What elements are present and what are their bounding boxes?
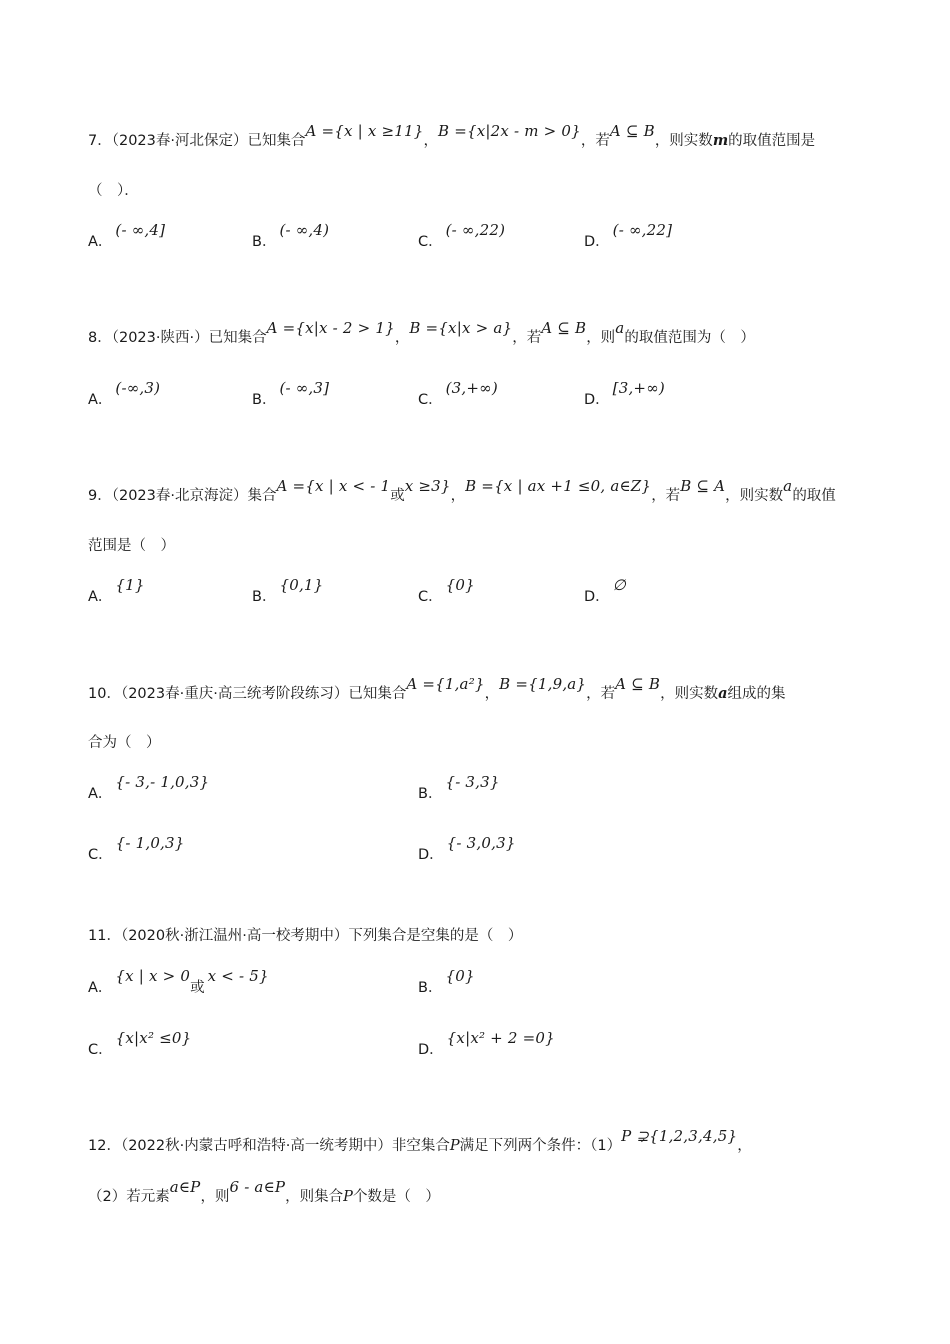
math-expression: a∈P	[169, 1178, 201, 1196]
question-9-line-2	[88, 536, 858, 556]
variable: P	[343, 1189, 353, 1205]
math-expression: x ≥3}	[404, 477, 451, 495]
option-label: B．	[418, 786, 443, 802]
question-11-line-1	[88, 926, 858, 946]
option-d[interactable]	[584, 576, 626, 606]
option-value: (- ∞,3]	[279, 379, 330, 397]
question-source: （2023春·重庆·高三统考阶段练习）	[120, 686, 349, 702]
question-text: ，	[484, 686, 500, 702]
option-d[interactable]	[584, 379, 665, 409]
option-label: A．	[88, 589, 113, 605]
math-expression: B ={1,9,a}	[499, 675, 587, 693]
question-10-line-2	[88, 733, 858, 753]
question-text: ，则实数	[725, 488, 784, 504]
option-value: (- ∞,4]	[115, 221, 166, 239]
option-label: C．	[418, 589, 443, 605]
question-9-line-1	[88, 477, 858, 506]
question-text: 个数是（ ）	[352, 1189, 440, 1205]
question-text: 范围是（ ）	[88, 538, 175, 554]
option-label: A．	[88, 786, 113, 802]
math-expression: B ⊆ A	[680, 477, 726, 495]
question-12-line-2	[88, 1178, 858, 1207]
question-text: ，则	[200, 1189, 230, 1205]
option-value: (- ∞,22)	[445, 221, 506, 239]
question-10-line-1	[88, 675, 858, 704]
math-expression: A ={x|x - 2 > 1}	[266, 319, 395, 337]
question-text: ，若	[512, 330, 542, 346]
option-c[interactable]	[88, 834, 185, 864]
option-value: (- ∞,4)	[279, 221, 330, 239]
option-value: {- 1,0,3}	[115, 834, 185, 852]
option-c[interactable]	[418, 576, 475, 606]
question-number: 7．	[88, 133, 112, 149]
option-value: {0}	[445, 576, 475, 594]
math-expression: A ={x | x < - 1	[276, 477, 391, 495]
option-value: {- 3,- 1,0,3}	[115, 773, 210, 791]
math-expression: A ⊆ B	[541, 319, 587, 337]
option-label: A．	[88, 234, 113, 250]
option-a[interactable]	[88, 773, 210, 803]
question-number: 9．	[88, 488, 112, 504]
option-label: B．	[252, 392, 277, 408]
variable: P	[449, 1138, 460, 1154]
question-text: ，若	[580, 133, 610, 149]
question-text: 组成的集	[727, 686, 786, 702]
option-label: C．	[88, 847, 113, 863]
option-d[interactable]	[584, 221, 673, 251]
question-text: 非空集合	[391, 1138, 450, 1154]
option-a[interactable]	[88, 379, 161, 409]
option-c[interactable]	[418, 379, 498, 409]
question-source: （2023·陕西·）	[111, 330, 209, 346]
math-expression: 6 - a∈P	[229, 1178, 286, 1196]
option-label: A．	[88, 980, 113, 996]
option-value: {x|x² + 2 =0}	[446, 1029, 555, 1047]
option-value: {- 3,3}	[445, 773, 500, 791]
question-text: （2）若元素	[88, 1189, 170, 1205]
question-text: 已知集合	[247, 133, 306, 149]
option-label: C．	[418, 392, 443, 408]
question-number: 10．	[88, 686, 121, 702]
question-7-line-1	[88, 122, 858, 151]
variable: a	[718, 685, 728, 702]
option-value: {x|x² ≤0}	[115, 1029, 192, 1047]
option-value: {1}	[115, 576, 145, 594]
question-text: （ ）．	[88, 183, 139, 199]
question-text: 已知集合	[208, 330, 267, 346]
question-text: 下列集合是空集的是（ ）	[348, 928, 523, 944]
question-text: 满足下列两个条件：（1）	[459, 1138, 622, 1154]
math-expression: A ={x | x ≥11}	[305, 122, 424, 140]
option-label: C．	[88, 1042, 113, 1058]
question-source: （2023春·北京海淀）	[111, 488, 248, 504]
question-7-line-2	[88, 181, 858, 201]
option-value: {0}	[445, 967, 475, 985]
option-value: (- ∞,22]	[612, 221, 673, 239]
question-8-line-1	[88, 319, 858, 348]
option-b[interactable]	[252, 379, 330, 409]
question-text: 的取值范围是	[728, 133, 816, 149]
option-label: D．	[584, 589, 610, 605]
option-value: {- 3,0,3}	[446, 834, 516, 852]
question-text: ，则实数	[660, 686, 719, 702]
question-text: 的取值	[792, 488, 836, 504]
question-text: 的取值范围为（ ）	[624, 330, 755, 346]
option-b[interactable]	[418, 967, 475, 997]
option-a[interactable]	[88, 967, 269, 997]
question-number: 8．	[88, 330, 112, 346]
question-text: ，	[737, 1138, 752, 1154]
option-value: x < - 5}	[207, 967, 269, 985]
question-text: ，	[423, 133, 438, 149]
option-label: A．	[88, 392, 113, 408]
option-d[interactable]	[418, 1029, 555, 1059]
option-label: B．	[418, 980, 443, 996]
option-label: D．	[418, 847, 444, 863]
variable: m	[712, 132, 729, 149]
math-expression: A ⊆ B	[615, 675, 661, 693]
option-b[interactable]	[252, 221, 330, 251]
math-expression: A ={1,a²}	[406, 675, 485, 693]
question-source: （2023春·河北保定）	[111, 133, 248, 149]
option-b[interactable]	[252, 576, 324, 606]
question-number: 11．	[88, 928, 121, 944]
math-expression: a	[783, 477, 793, 495]
question-text: ，则	[586, 330, 616, 346]
option-value: ∅	[612, 576, 626, 594]
option-c[interactable]	[418, 221, 506, 251]
option-a[interactable]	[88, 221, 166, 251]
option-d[interactable]	[418, 834, 516, 864]
question-source: （2020秋·浙江温州·高一校考期中）	[120, 928, 349, 944]
option-value: (3,+∞)	[445, 379, 498, 397]
math-expression: B ={x | ax +1 ≤0, a∈Z}	[465, 477, 652, 495]
option-label: D．	[584, 234, 610, 250]
option-label: B．	[252, 234, 277, 250]
math-expression: B ={x|2x - m > 0}	[438, 122, 581, 140]
option-label: B．	[252, 589, 277, 605]
math-expression: a	[615, 319, 625, 337]
option-b[interactable]	[418, 773, 500, 803]
option-label: C．	[418, 234, 443, 250]
option-label: D．	[418, 1042, 444, 1058]
question-text: ，则集合	[285, 1189, 344, 1205]
question-text: ，若	[651, 488, 681, 504]
math-expression: B ={x|x > a}	[409, 319, 513, 337]
option-value: (-∞,3)	[115, 379, 161, 397]
question-12-line-1	[88, 1127, 858, 1156]
option-value: [3,+∞)	[612, 379, 665, 397]
question-text: ，	[394, 330, 410, 346]
question-text: ，若	[586, 686, 616, 702]
question-text: ，则实数	[654, 133, 713, 149]
option-text: 或	[190, 980, 205, 996]
question-text: 合为（ ）	[88, 735, 161, 751]
question-source: （2022秋·内蒙古呼和浩特·高一统考期中）	[120, 1138, 392, 1154]
option-c[interactable]	[88, 1029, 192, 1059]
option-a[interactable]	[88, 576, 145, 606]
option-label: D．	[584, 392, 610, 408]
question-text: 已知集合	[348, 686, 407, 702]
question-text: ，	[450, 488, 466, 504]
math-expression: A ⊆ B	[609, 122, 655, 140]
question-number: 12．	[88, 1138, 121, 1154]
option-value: {0,1}	[279, 576, 324, 594]
math-expression: P ⊋{1,2,3,4,5}	[621, 1127, 738, 1145]
question-text: 或	[390, 488, 405, 504]
option-value: {x | x > 0	[115, 967, 191, 985]
question-text: 集合	[247, 488, 277, 504]
